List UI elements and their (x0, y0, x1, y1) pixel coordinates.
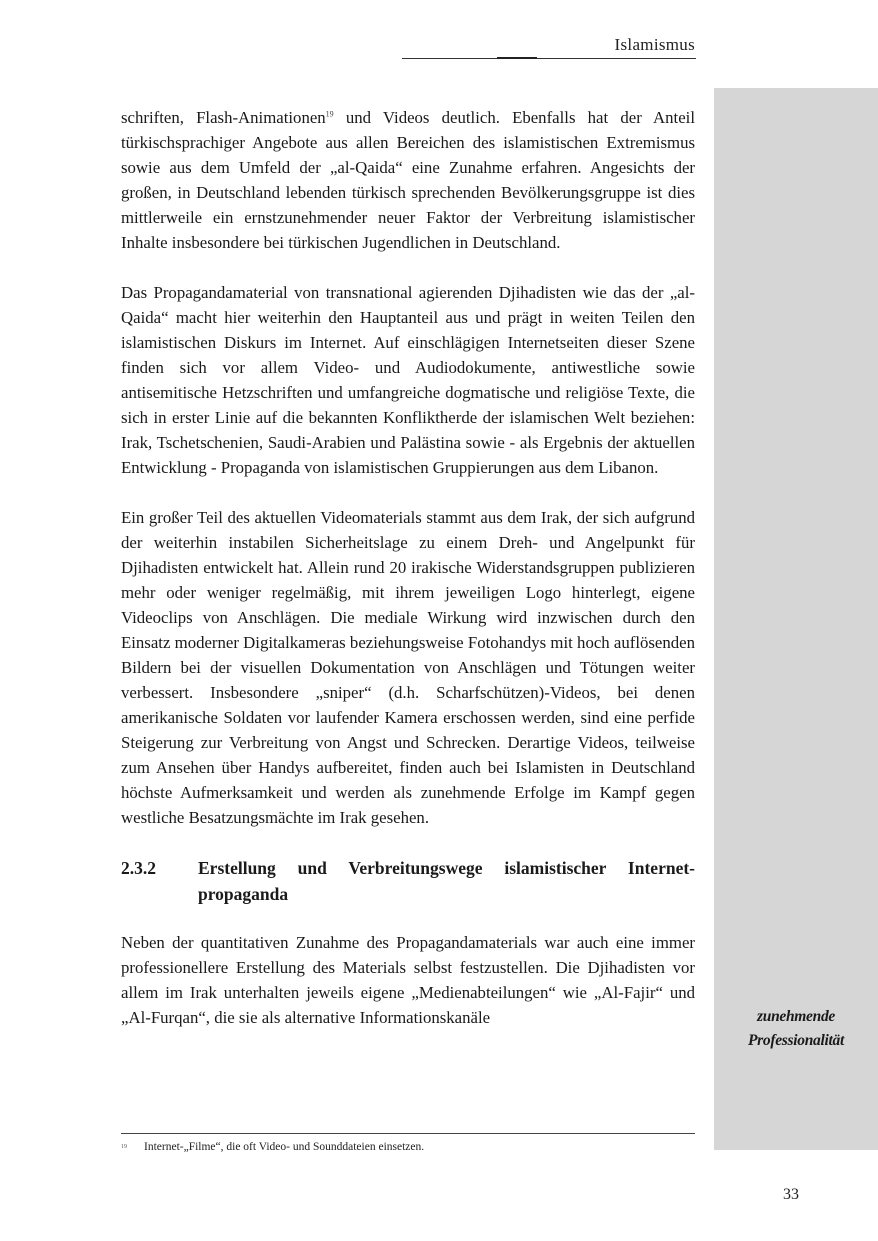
paragraph-1 (121, 105, 695, 255)
footnote (121, 1140, 695, 1154)
margin-note-line-2: Professionalität (748, 1032, 844, 1049)
margin-column (714, 88, 878, 1150)
running-header: Islamismus (614, 35, 695, 54)
page-number: 33 (783, 1186, 799, 1203)
paragraph-1-start: schriften, Flash-Animationen (121, 108, 326, 127)
margin-note (714, 1005, 878, 1053)
margin-note-line-1: zunehmende (757, 1008, 835, 1025)
footnote-number: 19 (121, 1144, 127, 1150)
section-number: 2.3.2 (121, 858, 156, 878)
main-text (121, 105, 695, 1055)
paragraph-1-rest: und Videos deutlich. Ebenfalls hat der Anteil türkischsprachiger Angebote aus allen Bereichen des islamistischen Extremismus sowie aus dem Umfeld der „al-Qaida“ eine Zunahme erfahren. Angesichts der großen, in Deutschland lebenden türkisch sprechenden Bevölkerungsgruppe ist dies mittlerweile ein ernstzunehmender neuer Faktor der Verbreitung islamistischer Inhalte insbesondere bei türkischen Jugendlichen in Deutschland. (121, 108, 695, 252)
header-rule-accent (497, 57, 537, 59)
footnote-text: Internet-„Filme“, die oft Video- und Sounddateien einsetzen. (144, 1141, 425, 1153)
paragraph-3: Ein großer Teil des aktuellen Videomaterials stammt aus dem Irak, der sich aufgrund der weiterhin instabilen Sicherheitslage zu einem Dreh- und Angelpunkt für Djihadisten entwickelt hat. Allein rund 20 irakische Widerstandsgruppen publizieren mehr oder weniger regelmäßig, mit ihrem jeweiligen Logo hinterlegt, eigene Videoclips von Anschlägen. Die mediale Wirkung wird inzwischen durch den Einsatz moderner Digitalkameras beziehungsweise Fotohandys mit hoch auflösenden Bildern bei der visuellen Dokumentation von Anschlägen und Tötungen weiter verbessert. Insbesondere „sniper“ (d.h. Scharfschützen)-Videos, bei denen amerikanische Soldaten vor laufender Kamera erschossen werden, sind eine perfide Steigerung zur Verbreitung von Angst und Schrecken. Derartige Videos, teilweise zum Ansehen über Handys aufbereitet, finden auch bei Islamisten in Deutschland höchste Aufmerksamkeit und werden als zunehmende Erfolge im Kampf gegen westliche Besatzungsmächte im Irak gesehen. (121, 508, 695, 827)
header-rule (402, 58, 696, 59)
footnote-reference: 19 (325, 109, 334, 119)
paragraph-2: Das Propagandamaterial von transnational agierenden Djihadisten wie das der „al-Qaida“ macht hier weiterhin den Hauptanteil aus und prägt in weiten Teilen den islamistischen Diskurs im Internet. Auf einschlägigen Internetseiten dieser Szene finden sich vor allem Video- und Audiodokumente, antiwestliche sowie antisemitische Hetzschriften und umfangreiche dogmatische und religiöse Texte, die sich in erster Linie auf die bekannten Konfliktherde der islamischen Welt beziehen: Irak, Tschetschenien, Saudi-Arabien und Palästina sowie - als Ergebnis der aktuellen Entwicklung - Propaganda von islamistischen Gruppierungen aus dem Libanon. (121, 283, 695, 477)
footnote-rule (121, 1133, 695, 1134)
paragraph-4: Neben der quantitativen Zunahme des Propagandamaterials war auch eine immer professionellere Erstellung des Materials selbst festzustellen. Die Djihadisten vor allem im Irak unterhalten jeweils eigene „Medienabteilungen“ wie „Al-Fajir“ und „Al-Furqan“, die sie als alternative Informationskanäle (121, 933, 695, 1027)
section-title: Erstellung und Verbreitungswege islamistischer Internetpropaganda (198, 858, 695, 904)
section-heading (121, 855, 695, 907)
